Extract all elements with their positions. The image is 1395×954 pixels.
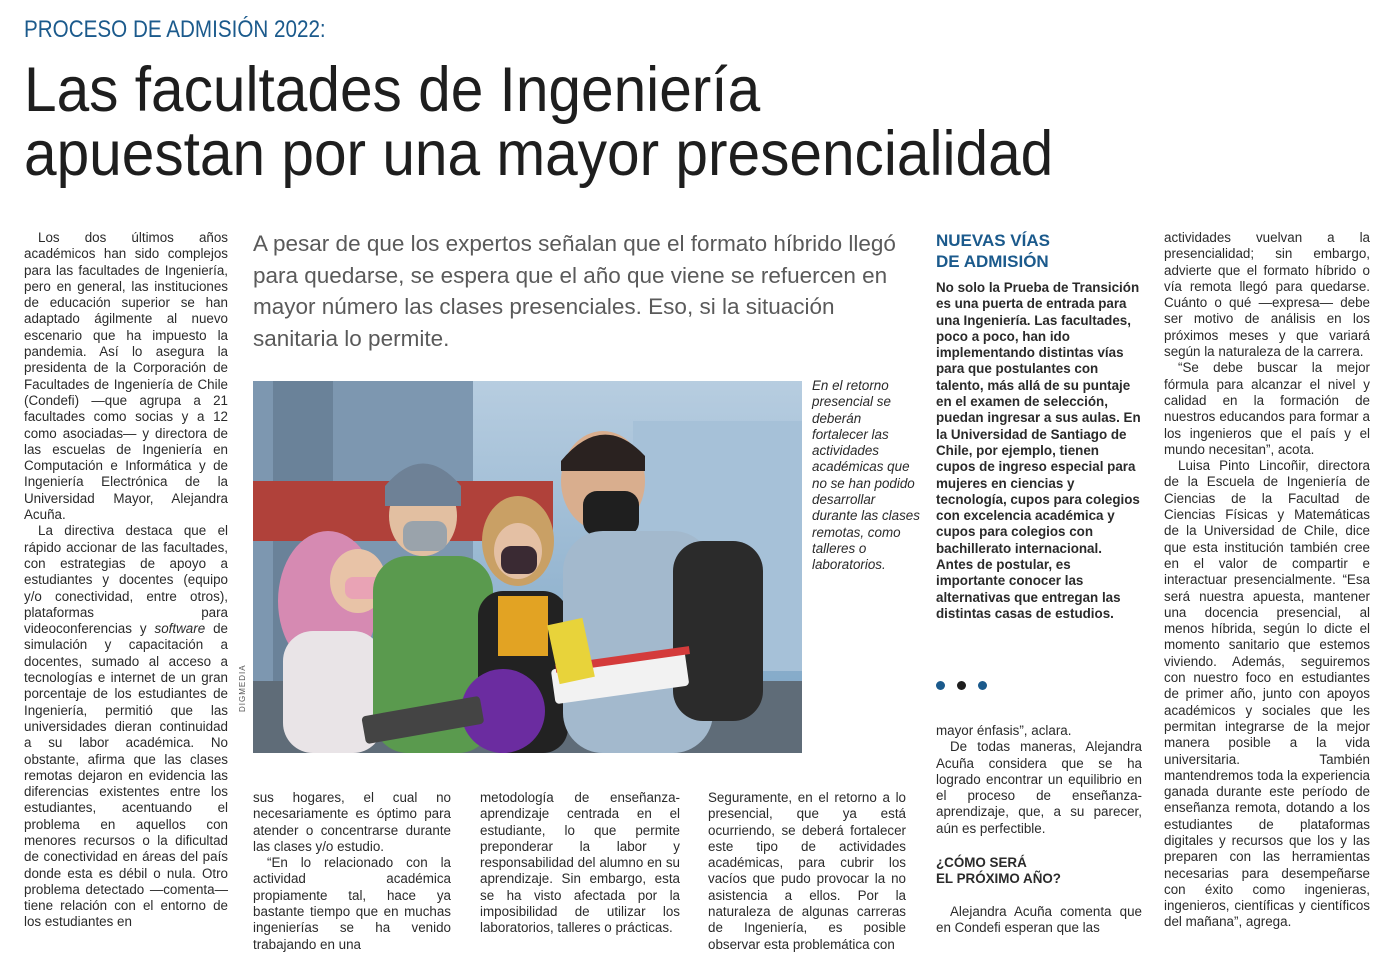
dot-icon — [978, 681, 987, 690]
col1-paragraph-2-part-b: de simulación y capacitación a docentes, sumado al acceso a tecnologías e internet de un gran porcentaje de los estudiantes de Ingeniería, permitió que las universidades dieran continuidad a su labor académica. No obstante, afirma que las clases remotas dejaron en evidencia las diferencias existentes entre los estudiantes, acentuando el problema en aquellos con menores recursos o la dificultad de conectividad en áreas del país donde esta es débil o nula. Otro problema detectado —comenta— tiene relación con el entorno de los estudiantes en — [24, 621, 228, 930]
admission-box-title — [936, 230, 1050, 272]
students-illustration — [253, 381, 802, 753]
dot-icon — [936, 681, 945, 690]
col1-paragraph-1: Los dos últimos años académicos han sido complejos para las facultades de Ingeniería, pero en general, las instituciones de educación superior se han adaptado ágilmente al nuevo escenario que ha impuesto la pandemia. Así lo asegura la presidenta de la Corporación de Facultades de Ingeniería de Chile (Condefi) —que agrupa a 21 facultades como socias y a 12 como asociadas— y directora de las escuelas de Ingeniería en Computación e Informática y de Ingeniería Electrónica de la Universidad Mayor, Alejandra Acuña. — [24, 230, 228, 523]
article-column-5 — [936, 723, 1142, 837]
photo-caption: En el retorno presencial se deberán fortalecer las actividades académicas que no se han podido desarrollar durante las clases remotas, como talleres o laboratorios. — [812, 378, 920, 573]
software-italic: software — [154, 621, 206, 637]
admission-box-title-line-2: DE ADMISIÓN — [936, 252, 1049, 271]
photo-credit: DIGMEDIA — [238, 664, 247, 712]
article-column-5-continued — [936, 904, 1142, 937]
col5-paragraph-2: De todas maneras, Alejandra Acuña considera que se ha logrado encontrar un equilibrio en el proceso de enseñanza-aprendizaje, que, a su parecer, aún es perfectible. — [936, 739, 1142, 836]
dot-icon — [957, 681, 966, 690]
lead-paragraph: A pesar de que los expertos señalan que el formato híbrido llegó para quedarse, se espera que el año que viene se refuercen en mayor número las clases presenciales. Eso, si la situación sanitaria lo permite. — [253, 231, 896, 351]
col5-paragraph-1: mayor énfasis”, aclara. — [936, 723, 1072, 738]
students-photo — [253, 381, 802, 753]
col6-paragraph-2: “Se debe buscar la mejor fórmula para alcanzar el nivel y calidad en la formación de nuestros educandos para formar a los ingenieros que el país y el mundo necesitan”, acota. — [1164, 360, 1370, 457]
col4-paragraph-1: Seguramente, en el retorno a lo presencial, que ya está ocurriendo, se deberá fortalecer este tipo de actividades académicas, para cubrir los vacíos que pudo provocar la no asistencia a ellos. Por la naturaleza de algunas carreras de Ingeniería, es posible observar esta problemática con — [708, 790, 906, 952]
admission-box-body: No solo la Prueba de Transición es una puerta de entrada para una Ingeniería. Las facultades, poco a poco, han ido implementando distintas vías para que postulantes con talento, más allá de su puntaje en el examen de selección, puedan ingresar a sus aulas. En la Universidad de Santiago de Chile, por ejemplo, tienen cupos de ingreso especial para mujeres en ciencias y tecnología, cupos para colegios con excelencia académica y cupos para colegios con bachillerato internacional. Antes de postular, es importante conocer las alternativas que entregan las distintas casas de estudios. — [936, 280, 1141, 621]
article-column-1 — [24, 230, 228, 931]
article-column-4 — [708, 790, 906, 953]
col1-paragraph-2 — [24, 523, 228, 930]
col6-paragraph-3: Luisa Pinto Lincoñir, directora de la Escuela de Ingeniería de Ciencias de la Facultad de Ciencias Físicas y Matemáticas de la Universidad de Chile, dice que esta institución también cree en el valor de compartir e interactuar presencialmente. “Esa será nuestra apuesta, mantener una docencia presencial, al menos híbrida, según lo dicte el momento sanitario que estemos viviendo. Además, seguiremos con nuestro foco en estudiantes de primer año, junto con apoyos académicos y sociales que les permitan integrarse de la mejor manera posible a la vida universitaria. También mantendremos toda la experiencia ganada durante este período de enseñanza remota, dotando a los estudiantes de plataformas digitales y recursos que los y las preparen con las herramientas necesarias para desempeñarse con éxito como ingenieras, ingenieros, científicas y científicos del mañana”, agrega. — [1164, 458, 1370, 930]
article-column-2 — [253, 790, 451, 953]
col2-paragraph-1: sus hogares, el cual no necesariamente es óptimo para atender o concentrarse durante las clases y/o estudio. — [253, 790, 451, 854]
col1-paragraph-2-part-a: La directiva destaca que el rápido accionar de las facultades, con estrategias de apoyo a estudiantes y docentes (equipo y/o conectividad, entre otros), plataformas para videoconferencias y — [24, 523, 228, 637]
subhead-line-2: EL PRÓXIMO AÑO? — [936, 871, 1061, 887]
section-divider-dots — [936, 677, 999, 695]
col5-paragraph-3: Alejandra Acuña comenta que en Condefi esperan que las — [936, 904, 1142, 936]
article-column-3 — [480, 790, 680, 937]
next-year-subhead — [936, 855, 1061, 888]
article-kicker: PROCESO DE ADMISIÓN 2022: — [24, 16, 326, 43]
headline-line-2: apuestan por una mayor presencialidad — [24, 119, 1054, 189]
col3-paragraph-1: metodología de enseñanza-aprendizaje centrada en el estudiante, lo que permite preponderar la labor y responsabilidad del alumno en su aprendizaje. Sin embargo, esta se ha visto afectada por la imposibilidad de utilizar los laboratorios, talleres o prácticas. — [480, 790, 680, 936]
col2-paragraph-2: “En lo relacionado con la actividad académica propiamente tal, hace ya bastante tiempo que en muchas ingenierías se ha venido trabajando en una — [253, 855, 451, 952]
admission-box-title-line-1: NUEVAS VÍAS — [936, 231, 1050, 250]
article-headline — [24, 55, 1054, 189]
subhead-line-1: ¿CÓMO SERÁ — [936, 855, 1027, 870]
col6-paragraph-1: actividades vuelvan a la presencialidad; sin embargo, advierte que el formato híbrido o vía remota llegó para quedarse. Cuánto o qué —expresa— debe ser motivo de análisis en los próximos meses y que variará según la naturaleza de la carrera. — [1164, 230, 1370, 360]
article-column-6 — [1164, 230, 1370, 931]
headline-line-1: Las facultades de Ingeniería — [24, 55, 761, 125]
